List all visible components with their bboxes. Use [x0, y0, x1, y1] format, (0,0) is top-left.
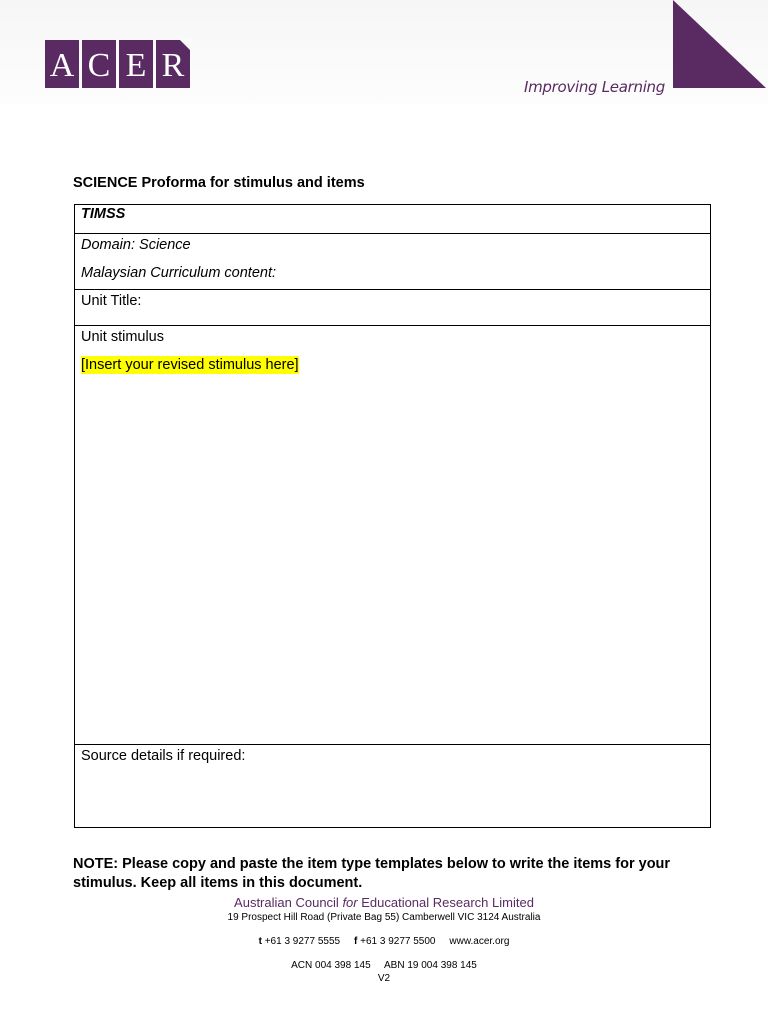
table-row-unit-title [75, 290, 711, 326]
source-cell[interactable] [75, 745, 711, 828]
footer [0, 895, 768, 985]
org-name-prefix: Australian Council [234, 895, 343, 910]
table-row-source [75, 745, 711, 828]
proforma-table [74, 204, 711, 828]
logo-letter: A [45, 40, 79, 88]
fax-number: +61 3 9277 5500 [360, 936, 436, 947]
note-text: NOTE: Please copy and paste the item type templates below to write the items for your stimulus. Keep all items in this document. [73, 856, 671, 891]
document-title: SCIENCE Proforma for stimulus and items [73, 175, 365, 191]
corner-triangle-graphic [673, 0, 766, 88]
logo-letter: C [82, 40, 116, 88]
curriculum-label: Malaysian Curriculum content: [81, 265, 277, 281]
unit-title-label: Unit Title: [81, 293, 142, 309]
address: 19 Prospect Hill Road (Private Bag 55) Camberwell VIC 3124 Australia [227, 912, 541, 923]
logo-letter: E [119, 40, 153, 88]
website-link[interactable]: www.acer.org [449, 936, 510, 947]
contact-line [0, 935, 768, 948]
unit-title-cell[interactable] [75, 290, 711, 326]
stimulus-placeholder[interactable]: [Insert your revised stimulus here] [81, 357, 299, 373]
fax-label: f [353, 936, 358, 947]
phone-number: +61 3 9277 5555 [264, 936, 341, 947]
table-row-timss [75, 205, 711, 234]
source-details-label: Source details if required: [81, 748, 246, 764]
unit-stimulus-label: Unit stimulus [81, 329, 164, 345]
table-row-domain [75, 234, 711, 290]
logo-letter-box [156, 40, 190, 88]
phone-label: t [258, 936, 262, 947]
version-label: V2 [377, 973, 391, 984]
domain-cell[interactable] [75, 234, 711, 290]
logo-letter: R [161, 47, 185, 84]
logo-fold-corner [178, 38, 192, 52]
acn-number: ACN 004 398 145 [291, 960, 371, 971]
domain-label: Domain: Science [81, 237, 191, 253]
timss-label: TIMSS [81, 206, 126, 222]
tagline: Improving Learning [524, 78, 665, 96]
org-name-for: for [342, 895, 358, 910]
acer-logo [45, 40, 192, 88]
stimulus-cell[interactable] [75, 326, 711, 745]
timss-cell[interactable] [75, 205, 711, 234]
table-row-stimulus [75, 326, 711, 745]
abn-number: ABN 19 004 398 145 [384, 960, 477, 971]
org-name-suffix: Educational Research Limited [357, 895, 534, 910]
registration-line [0, 959, 768, 972]
organization-name [0, 895, 768, 911]
